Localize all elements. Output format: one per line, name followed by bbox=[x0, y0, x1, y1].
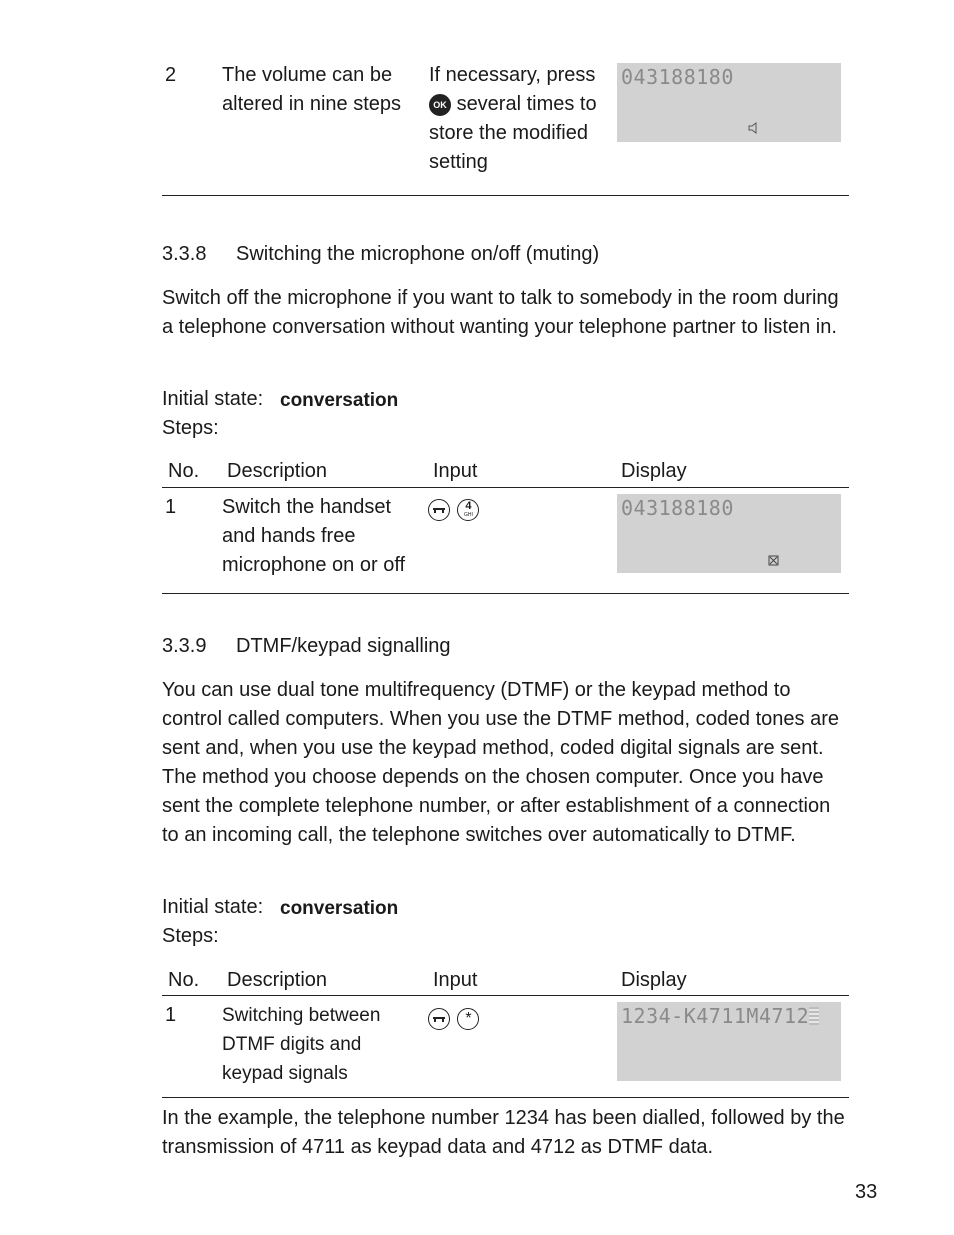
section-paragraph: You can use dual tone multifrequency (DTMF) or the keypad method to control called computers. When you use the DTMF method, coded tones are sent and, when you use the keypad method, coded digital signals are sent. The method you choose depends on the chosen computer. Once you have sent the complete telephone number, or after establishment of a connection to an incoming call, the telephone switches over automatically to DTMF. bbox=[162, 679, 840, 846]
star-key-icon bbox=[457, 1008, 479, 1030]
display-value: 1234-K4711M4712 bbox=[621, 1004, 810, 1028]
row-number: 1 bbox=[165, 1004, 177, 1026]
input-text-after: several times to store the modified setting bbox=[429, 93, 597, 173]
table-rule bbox=[162, 1097, 849, 1098]
cursor-block bbox=[809, 1007, 819, 1025]
initial-state-value: conversation bbox=[280, 898, 399, 919]
row-input bbox=[429, 61, 609, 177]
key-letters: GHI bbox=[464, 512, 473, 518]
page-number: 33 bbox=[855, 1181, 878, 1203]
footnote: In the example, the telephone number 1234 has been dialled, followed by the transmission of 4711 as keypad data and 4712 as DTMF data. bbox=[162, 1107, 845, 1158]
steps-label: Steps: bbox=[162, 417, 219, 439]
ok-key-icon: OK bbox=[429, 94, 451, 116]
section-paragraph: Switch off the microphone if you want to talk to somebody in the room during a telephone conversation without wanting your telephone partner to listen in. bbox=[162, 287, 839, 338]
handset-key-icon bbox=[428, 1008, 450, 1030]
header-no: No. bbox=[168, 969, 200, 991]
table-rule bbox=[162, 593, 849, 594]
display-text: 043188180 bbox=[621, 496, 734, 520]
display-panel bbox=[617, 1002, 841, 1081]
display-panel bbox=[617, 63, 841, 142]
header-description: Description bbox=[227, 969, 328, 991]
mute-icon bbox=[768, 555, 779, 566]
initial-state-label: Initial state: bbox=[162, 388, 264, 410]
row-input bbox=[428, 499, 479, 521]
initial-state-label: Initial state: bbox=[162, 896, 264, 918]
row-number: 1 bbox=[165, 496, 177, 518]
section-title: DTMF/keypad signalling bbox=[236, 635, 451, 657]
row-description: Switch the handset and hands free microphone on or off bbox=[222, 496, 406, 576]
header-description: Description bbox=[227, 460, 328, 482]
handset-key-icon bbox=[428, 499, 450, 521]
display-text: 043188180 bbox=[621, 65, 734, 89]
table-rule bbox=[162, 195, 849, 196]
section-number: 3.3.9 bbox=[162, 635, 207, 657]
header-input: Input bbox=[433, 460, 478, 482]
section-title: Switching the microphone on/off (muting) bbox=[236, 243, 600, 265]
row-description: The volume can be altered in nine steps bbox=[222, 64, 402, 115]
row-description: Switching between DTMF digits and keypad signals bbox=[222, 1005, 381, 1084]
header-display: Display bbox=[621, 969, 687, 991]
key-digit: 4 bbox=[465, 500, 472, 512]
steps-label: Steps: bbox=[162, 925, 219, 947]
display-text bbox=[621, 1004, 819, 1028]
section-number: 3.3.8 bbox=[162, 243, 207, 265]
initial-state-value: conversation bbox=[280, 390, 399, 411]
header-display: Display bbox=[621, 460, 687, 482]
row-number: 2 bbox=[165, 64, 177, 86]
header-rule bbox=[162, 995, 849, 996]
header-no: No. bbox=[168, 460, 200, 482]
header-rule bbox=[162, 487, 849, 488]
display-panel bbox=[617, 494, 841, 573]
input-text-before: If necessary, press bbox=[429, 64, 596, 86]
header-input: Input bbox=[433, 969, 478, 991]
speaker-icon bbox=[748, 122, 760, 134]
row-input bbox=[428, 1008, 479, 1030]
digit-4-key-icon bbox=[457, 499, 479, 521]
key-symbol: * bbox=[465, 1010, 472, 1027]
